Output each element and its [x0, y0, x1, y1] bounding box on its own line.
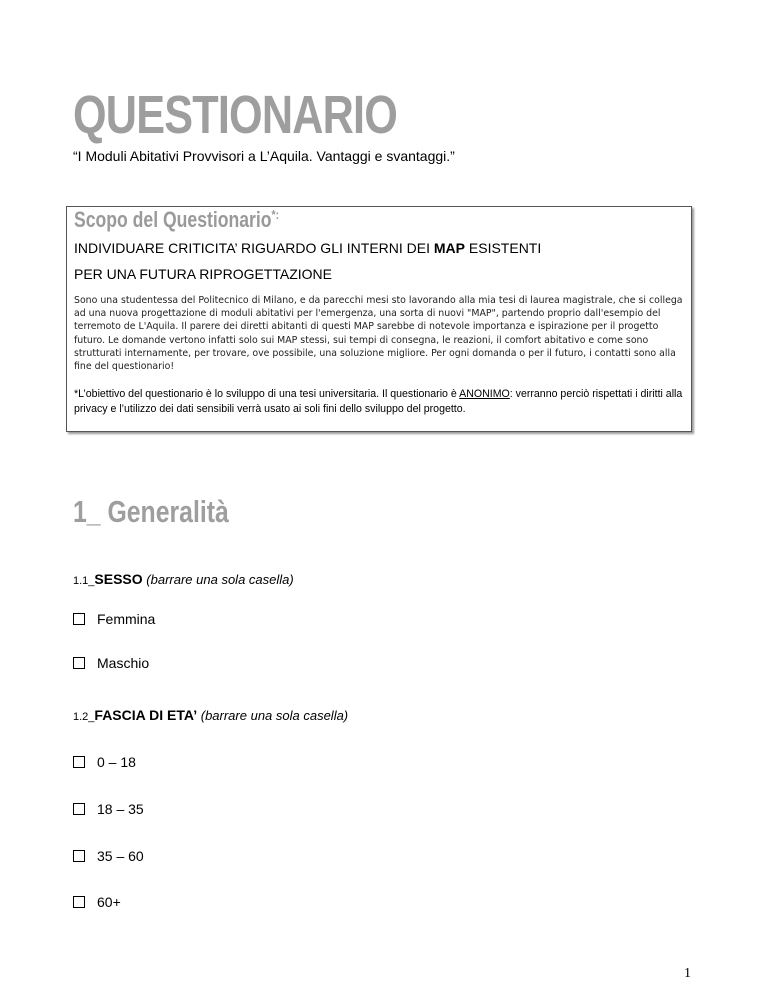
- scope-description: Sono una studentessa del Politecnico di Milano, e da parecchi mesi sto lavorando alla mia tesi di laurea magistrale, che si collega ad una nuova progettazione di moduli abitativi per l'emergenza, una sorta di nuovi "MAP", partendo proprio dall'esempio del terremoto de L'Aquila. Il parere dei diretti abitanti di questi MAP sarebbe di notevole importanza e ispirazione per il progetto futuro. Le domande vertono infatti solo sui MAP stessi, sui tempi di consegna, le reazioni, il comfort abitativo e come sono strutturati internamente, per trovare, ove possibile, una soluzione migliore. Per ogni domanda o per il futuro, i contatti sono alla fine del questionario!: [74, 295, 683, 373]
- checkbox-icon[interactable]: [73, 613, 85, 625]
- scope-footnote: *L’obiettivo del questionario è lo sviluppo di una tesi universitaria. Il questionario è ANONIMO: verranno perciò rispettati i diritti alla privacy e l’utilizzo dei dati sensibili verrà usato ai soli fini dello sviluppo del progetto.: [74, 388, 683, 415]
- question-1-2: 1.2_FASCIA DI ETA’ (barrare una sola casella): [73, 707, 349, 723]
- checkbox-icon[interactable]: [73, 657, 85, 669]
- option-age-0-18[interactable]: 0 – 18: [73, 753, 136, 771]
- scope-objective-line-2: PER UNA FUTURA RIPROGETTAZIONE: [74, 266, 332, 282]
- option-age-35-60[interactable]: 35 – 60: [73, 847, 144, 865]
- checkbox-icon[interactable]: [73, 756, 85, 768]
- question-1-1: 1.1_SESSO (barrare una sola casella): [73, 571, 294, 587]
- scope-objective-line-1: INDIVIDUARE CRITICITA’ RIGUARDO GLI INTERNI DEI MAP ESISTENTI: [74, 240, 542, 256]
- checkbox-icon[interactable]: [73, 850, 85, 862]
- page-number: 1: [684, 966, 691, 981]
- scope-box: [66, 206, 692, 432]
- checkbox-icon[interactable]: [73, 803, 85, 815]
- option-maschio[interactable]: Maschio: [73, 654, 149, 672]
- document-title: QUESTIONARIO: [73, 85, 398, 145]
- document-subtitle: “I Moduli Abitativi Provvisori a L’Aquila. Vantaggi e svantaggi.”: [73, 148, 455, 164]
- checkbox-icon[interactable]: [73, 896, 85, 908]
- scope-heading: Scopo del Questionario*:: [74, 207, 280, 232]
- option-age-18-35[interactable]: 18 – 35: [73, 800, 144, 818]
- option-age-60-plus[interactable]: 60+: [73, 893, 121, 911]
- section-heading: 1_ Generalità: [73, 494, 229, 529]
- option-femmina[interactable]: Femmina: [73, 610, 155, 628]
